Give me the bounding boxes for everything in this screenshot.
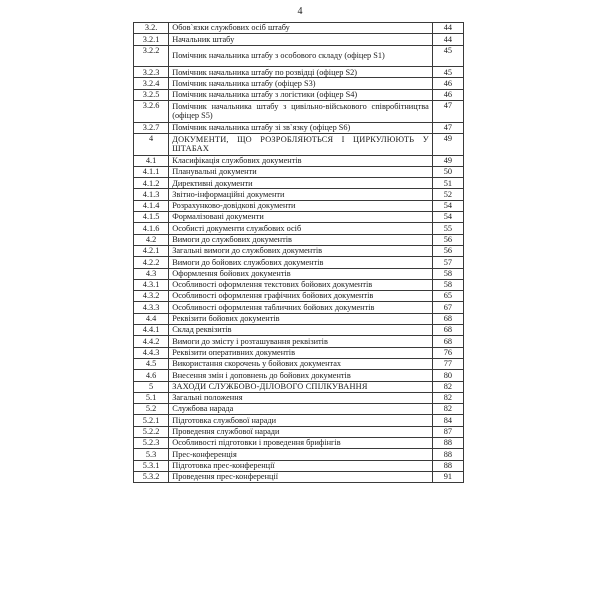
section-title: Формалізовані документи — [169, 212, 433, 223]
page-ref: 56 — [432, 245, 463, 256]
section-title: Особливості підготовки і проведення брифінгів — [169, 437, 433, 448]
toc-row — [134, 449, 464, 460]
section-title: Проведення службової наради — [169, 426, 433, 437]
toc-row — [134, 67, 464, 78]
section-title: Помічник начальника штабу з логістики (офіцер S4) — [169, 89, 433, 100]
section-number: 4.3.3 — [134, 302, 169, 313]
section-title: Внесення змін і доповнень до бойових документів — [169, 370, 433, 381]
section-title: ДОКУМЕНТИ, ЩО РОЗРОБЛЯЮТЬСЯ І ЦИРКУЛЮЮТЬ У ШТАБАХ — [169, 133, 433, 155]
page-ref: 47 — [432, 122, 463, 133]
page-ref: 46 — [432, 78, 463, 89]
page-ref: 68 — [432, 336, 463, 347]
toc-row — [134, 245, 464, 256]
section-number: 4.3.2 — [134, 291, 169, 302]
section-title: Загальні положення — [169, 392, 433, 403]
section-number: 4.1.1 — [134, 166, 169, 177]
section-title: Помічник начальника штабу (офіцер S3) — [169, 78, 433, 89]
section-title: Вимоги до змісту і розташування реквізитів — [169, 336, 433, 347]
page-ref: 52 — [432, 189, 463, 200]
toc-row — [134, 279, 464, 290]
section-number: 4.4.1 — [134, 325, 169, 336]
page-ref: 82 — [432, 381, 463, 392]
toc-row — [134, 178, 464, 189]
section-title: Вимоги до службових документів — [169, 234, 433, 245]
section-title: Класифікація службових документів — [169, 155, 433, 166]
toc-row — [134, 45, 464, 67]
page-ref: 45 — [432, 67, 463, 78]
section-title: Вимоги до бойових службових документів — [169, 257, 433, 268]
toc-row — [134, 291, 464, 302]
section-title: Проведення прес-конференції — [169, 471, 433, 482]
section-number: 4.1.5 — [134, 212, 169, 223]
section-number: 4.1 — [134, 155, 169, 166]
section-number: 5.1 — [134, 392, 169, 403]
page-ref: 67 — [432, 302, 463, 313]
section-title: Загальні вимоги до службових документів — [169, 245, 433, 256]
section-title: Службова нарада — [169, 404, 433, 415]
page-ref: 55 — [432, 223, 463, 234]
page-ref: 88 — [432, 460, 463, 471]
page-ref: 56 — [432, 234, 463, 245]
toc-body — [134, 23, 464, 483]
page-ref: 54 — [432, 200, 463, 211]
page-ref: 88 — [432, 437, 463, 448]
section-number: 5.2.1 — [134, 415, 169, 426]
toc-row — [134, 381, 464, 392]
page-ref: 82 — [432, 392, 463, 403]
section-number: 3.2.4 — [134, 78, 169, 89]
toc-row — [134, 89, 464, 100]
section-number: 4.2 — [134, 234, 169, 245]
section-title: Планувальні документи — [169, 166, 433, 177]
section-number: 5.3.1 — [134, 460, 169, 471]
toc-row — [134, 358, 464, 369]
section-number: 3.2.3 — [134, 67, 169, 78]
page-ref: 49 — [432, 155, 463, 166]
section-number: 4 — [134, 133, 169, 155]
page-ref: 44 — [432, 34, 463, 45]
toc-row — [134, 23, 464, 34]
toc-row — [134, 268, 464, 279]
section-title: Реквізити бойових документів — [169, 313, 433, 324]
page-ref: 68 — [432, 313, 463, 324]
page-ref: 65 — [432, 291, 463, 302]
section-number: 3.2.5 — [134, 89, 169, 100]
page-ref: 54 — [432, 212, 463, 223]
page-ref: 49 — [432, 133, 463, 155]
section-number: 4.3 — [134, 268, 169, 279]
toc-row — [134, 189, 464, 200]
section-title: Розрахунково-довідкові документи — [169, 200, 433, 211]
section-number: 3.2.2 — [134, 45, 169, 67]
toc-row — [134, 133, 464, 155]
page-ref: 50 — [432, 166, 463, 177]
section-number: 5.2 — [134, 404, 169, 415]
section-title: Оформлення бойових документів — [169, 268, 433, 279]
table-of-contents — [133, 22, 464, 483]
section-number: 3.2.1 — [134, 34, 169, 45]
page-ref: 77 — [432, 358, 463, 369]
section-number: 4.2.1 — [134, 245, 169, 256]
section-title: Прес-конференція — [169, 449, 433, 460]
section-number: 5.3 — [134, 449, 169, 460]
section-number: 4.4.3 — [134, 347, 169, 358]
toc-row — [134, 166, 464, 177]
section-number: 5 — [134, 381, 169, 392]
section-title: Обов`язки службових осіб штабу — [169, 23, 433, 34]
section-title: Звітно-інформаційні документи — [169, 189, 433, 200]
section-title: Помічник начальника штабу зі зв`язку (офіцер S6) — [169, 122, 433, 133]
toc-row — [134, 302, 464, 313]
toc-row — [134, 404, 464, 415]
page-ref: 58 — [432, 279, 463, 290]
section-number: 3.2.6 — [134, 101, 169, 123]
toc-row — [134, 122, 464, 133]
section-number: 4.3.1 — [134, 279, 169, 290]
toc-row — [134, 347, 464, 358]
section-title: Директивні документи — [169, 178, 433, 189]
section-number: 4.2.2 — [134, 257, 169, 268]
page-number: 4 — [297, 6, 303, 17]
page-ref: 91 — [432, 471, 463, 482]
toc-row — [134, 223, 464, 234]
toc-row — [134, 257, 464, 268]
toc-row — [134, 78, 464, 89]
toc-row — [134, 212, 464, 223]
toc-row — [134, 101, 464, 123]
section-number: 3.2.7 — [134, 122, 169, 133]
page-ref: 84 — [432, 415, 463, 426]
section-title: Реквізити оперативних документів — [169, 347, 433, 358]
section-title: Помічник начальника штабу по розвідці (офіцер S2) — [169, 67, 433, 78]
toc-row — [134, 34, 464, 45]
toc-row — [134, 155, 464, 166]
section-number: 4.1.2 — [134, 178, 169, 189]
section-number: 3.2. — [134, 23, 169, 34]
toc-row — [134, 336, 464, 347]
toc-row — [134, 200, 464, 211]
section-title: Начальник штабу — [169, 34, 433, 45]
page-ref: 46 — [432, 89, 463, 100]
section-number: 5.3.2 — [134, 471, 169, 482]
section-number: 5.2.2 — [134, 426, 169, 437]
section-number: 4.6 — [134, 370, 169, 381]
section-title: Особисті документи службових осіб — [169, 223, 433, 234]
section-title: Склад реквізитів — [169, 325, 433, 336]
toc-row — [134, 415, 464, 426]
page-ref: 57 — [432, 257, 463, 268]
section-number: 4.4.2 — [134, 336, 169, 347]
toc-row — [134, 392, 464, 403]
section-title: Помічник начальника штабу з особового складу (офіцер S1) — [169, 45, 433, 67]
section-number: 4.1.6 — [134, 223, 169, 234]
toc-row — [134, 460, 464, 471]
section-number: 4.1.4 — [134, 200, 169, 211]
page-ref: 82 — [432, 404, 463, 415]
section-title: Особливості оформлення графічних бойових документів — [169, 291, 433, 302]
page-ref: 87 — [432, 426, 463, 437]
page-ref: 51 — [432, 178, 463, 189]
toc-row — [134, 437, 464, 448]
section-title: ЗАХОДИ СЛУЖБОВО-ДІЛОВОГО СПІЛКУВАННЯ — [169, 381, 433, 392]
toc-row — [134, 426, 464, 437]
toc-row — [134, 471, 464, 482]
section-number: 4.1.3 — [134, 189, 169, 200]
page-ref: 58 — [432, 268, 463, 279]
section-number: 5.2.3 — [134, 437, 169, 448]
page-ref: 76 — [432, 347, 463, 358]
toc-row — [134, 370, 464, 381]
section-title: Використання скорочень у бойових документах — [169, 358, 433, 369]
page-ref: 88 — [432, 449, 463, 460]
page-ref: 68 — [432, 325, 463, 336]
section-title: Особливості оформлення текстових бойових документів — [169, 279, 433, 290]
section-title: Особливості оформлення табличних бойових документів — [169, 302, 433, 313]
section-title: Підготовка прес-конференції — [169, 460, 433, 471]
page-ref: 47 — [432, 101, 463, 123]
section-number: 4.5 — [134, 358, 169, 369]
toc-row — [134, 313, 464, 324]
section-title: Підготовка службової наради — [169, 415, 433, 426]
section-title: Помічник начальника штабу з цивільно-військового співробітництва (офіцер S5) — [169, 101, 433, 123]
section-number: 4.4 — [134, 313, 169, 324]
toc-row — [134, 325, 464, 336]
page-ref: 45 — [432, 45, 463, 67]
page-ref: 44 — [432, 23, 463, 34]
page-ref: 80 — [432, 370, 463, 381]
toc-row — [134, 234, 464, 245]
